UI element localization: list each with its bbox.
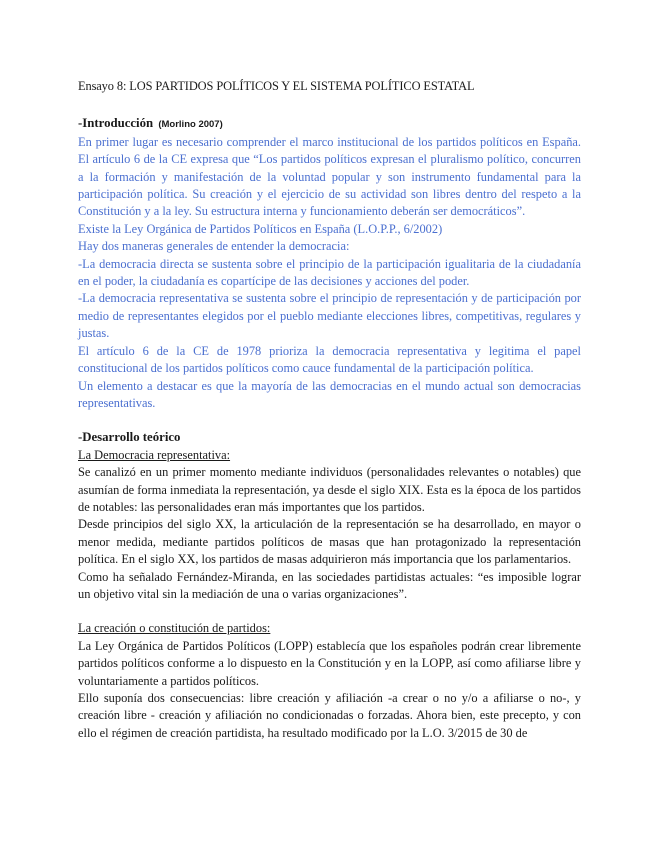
section-spacer — [78, 412, 581, 429]
introduction-heading-text: -Introducción — [78, 116, 154, 131]
theory-section — [78, 429, 581, 742]
subsection-representative-democracy — [78, 447, 581, 604]
subsection-title: La Democracia representativa: — [78, 447, 231, 462]
body-paragraph: Como ha señalado Fernández-Miranda, en las sociedades partidistas actuales: “es imposible lograr un objetivo vital sin la mediación de una o varias organizaciones”. — [78, 569, 581, 601]
body-paragraph: Se canalizó en un primer momento mediante individuos (personalidades relevantes o notables) que asumían de forma inmediata la representación, ya desde el siglo XIX. Esta es la época de los partidos de notables: las personalidades eran más importantes que los partidos. — [78, 465, 581, 514]
intro-paragraph: -La democracia representativa se sustenta sobre el principio de representación y de participación por medio de representantes elegidos por el pueblo mediante elecciones libres, competitivas, regulares y justas. — [78, 291, 581, 341]
introduction-reference: (Morlino 2007) — [158, 119, 223, 131]
body-paragraph: Desde principios del siglo XX, la articulación de la representación se ha desarrollado, en mayor o menor medida, mediante partidos políticos de masas que han protagonizado la representación política. En el siglo XX, los partidos de masas adquirieron más importancia que los parlamentarios. — [78, 517, 581, 567]
theory-heading: -Desarrollo teórico — [78, 430, 181, 445]
intro-paragraph: Existe la Ley Orgánica de Partidos Políticos en España (L.O.P.P., 6/2002) — [78, 221, 443, 236]
document-title: Ensayo 8: LOS PARTIDOS POLÍTICOS Y EL SISTEMA POLÍTICO ESTATAL — [78, 79, 475, 93]
body-paragraph: Ello suponía dos consecuencias: libre creación y afiliación -a crear o no y/o a afiliarse o no-, y creación libre - creación y afiliación no condicionadas o forzadas. Ahora bien, este precepto, y con ello el régimen de creación partidista, ha resultado modificado por la L.O. 3/2015 de 30 de — [78, 691, 581, 740]
intro-paragraph: Hay dos maneras generales de entender la democracia: — [78, 239, 350, 254]
intro-paragraph: Un elemento a destacar es que la mayoría de las democracias en el mundo actual son democracias representativas. — [78, 378, 581, 410]
intro-paragraph: -La democracia directa se sustenta sobre el principio de la participación igualitaria de la ciudadanía en el poder, la ciudadanía es copartícipe de las decisiones y acciones del poder. — [78, 256, 581, 289]
introduction-heading — [78, 115, 581, 133]
introduction-section — [78, 115, 581, 412]
subsection-spacer — [78, 603, 581, 620]
subsection-party-creation — [78, 620, 581, 742]
intro-paragraph: El artículo 6 de la CE de 1978 prioriza la democracia representativa y legitima el papel constitucional de los partidos políticos como cauce fundamental de la participación política. — [78, 343, 581, 376]
intro-paragraph: En primer lugar es necesario comprender el marco institucional de los partidos políticos en España. El artículo 6 de la CE expresa que “Los partidos políticos expresan el pluralismo político, concurren a la formación y manifestación de la voluntad popular y son instrumento fundamental para la participación política. Su creación y el ejercicio de su actividad son libres dentro del respeto a la Constitución y a la ley. Su estructura interna y funcionamiento deberán ser democráticos”. — [78, 134, 581, 219]
body-paragraph: La Ley Orgánica de Partidos Políticos (LOPP) establecía que los españoles podrán crear libremente partidos políticos conforme a lo dispuesto en la Constitución y en la LOPP, así como afiliarse libre y voluntariamente a partidos políticos. — [78, 638, 581, 688]
subsection-title: La creación o constitución de partidos: — [78, 621, 271, 636]
